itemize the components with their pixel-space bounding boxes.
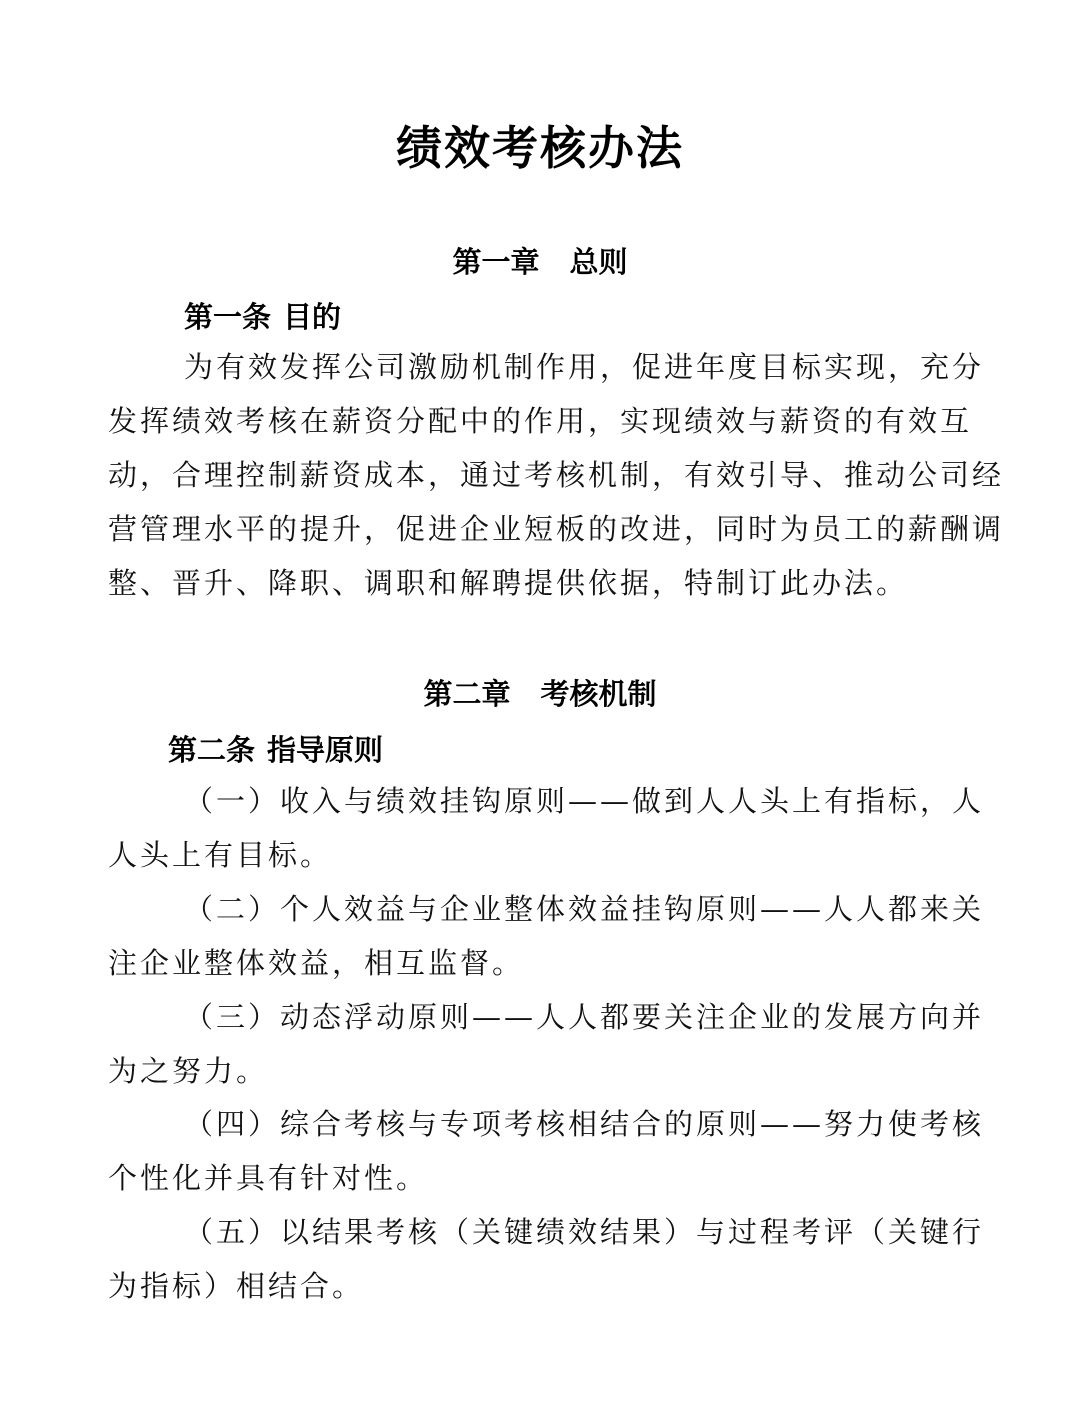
chapter-heading-2	[0, 672, 1080, 713]
document-title: 绩效考核办法	[396, 121, 684, 175]
paragraph-line: 个性化并具有针对性。	[108, 1161, 429, 1195]
paragraph-line: （五）以结果考核（关键绩效结果）与过程考评（关键行	[184, 1215, 985, 1249]
article-heading-2	[168, 728, 383, 769]
paragraph-line: 整、晋升、降职、调职和解聘提供依据，特制订此办法。	[108, 566, 909, 600]
article-number: 第二条	[168, 733, 256, 767]
chapter-number: 第二章	[423, 677, 511, 711]
paragraph-line: 注企业整体效益，相互监督。	[108, 946, 525, 980]
paragraph-purpose	[108, 340, 1005, 610]
principle-5	[108, 1205, 985, 1313]
chapter-name: 总则	[569, 245, 628, 279]
paragraph-line: （四）综合考核与专项考核相结合的原则——努力使考核	[184, 1107, 985, 1141]
article-name: 目的	[283, 300, 342, 334]
paragraph-line: 为有效发挥公司激励机制作用，促进年度目标实现，充分	[184, 350, 985, 384]
chapter-name: 考核机制	[540, 677, 657, 711]
paragraph-line: 人头上有目标。	[108, 838, 333, 872]
article-name: 指导原则	[267, 733, 384, 767]
paragraph-line: 为之努力。	[108, 1054, 269, 1088]
paragraph-line: 为指标）相结合。	[108, 1269, 365, 1303]
paragraph-line: （三）动态浮动原则——人人都要关注企业的发展方向并	[184, 1000, 985, 1034]
principle-3	[108, 990, 985, 1098]
article-number: 第一条	[184, 300, 272, 334]
chapter-number: 第一章	[452, 245, 540, 279]
paragraph-line: （二）个人效益与企业整体效益挂钩原则——人人都来关	[184, 892, 985, 926]
principle-4	[108, 1097, 985, 1205]
paragraph-line: 发挥绩效考核在薪资分配中的作用，实现绩效与薪资的有效互	[108, 404, 973, 438]
article-heading-1	[184, 295, 341, 336]
paragraph-line: 营管理水平的提升，促进企业短板的改进，同时为员工的薪酬调	[108, 512, 1005, 546]
chapter-heading-1	[0, 240, 1080, 281]
paragraph-line: 动，合理控制薪资成本，通过考核机制，有效引导、推动公司经	[108, 458, 1005, 492]
paragraph-line: （一）收入与绩效挂钩原则——做到人人头上有指标，人	[184, 784, 985, 818]
principle-2	[108, 882, 985, 990]
principle-1	[108, 774, 985, 882]
